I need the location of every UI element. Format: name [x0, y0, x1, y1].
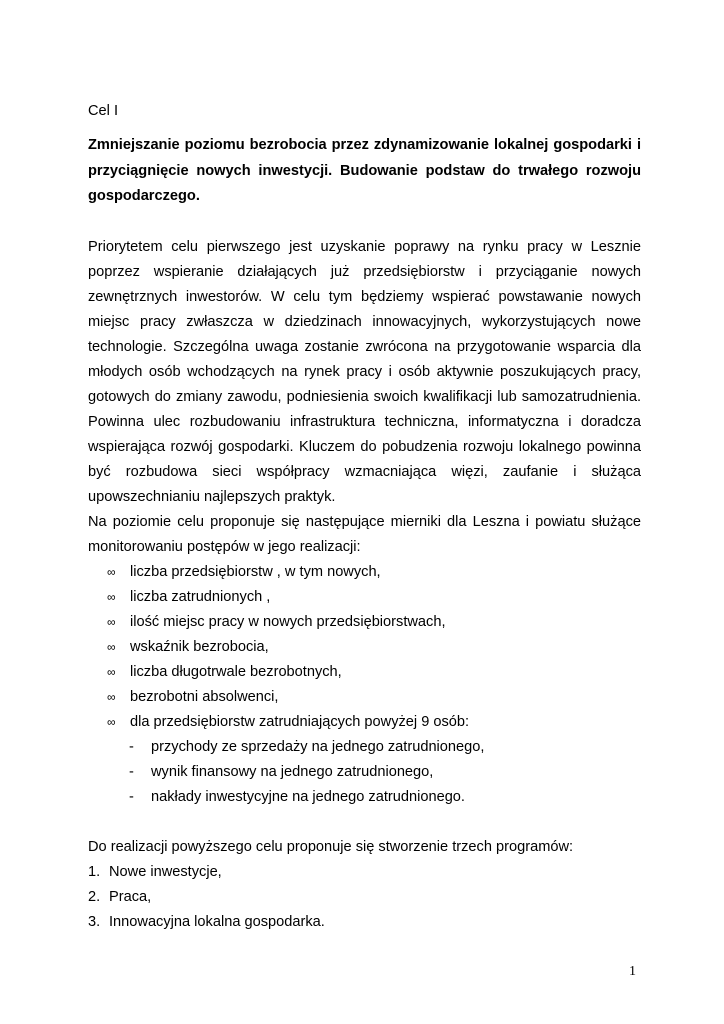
paragraph-programs-intro: Do realizacji powyższego celu proponuje się stworzenie trzech programów:: [88, 838, 574, 855]
list-item: [88, 735, 641, 760]
list-item-text: dla przedsiębiorstw zatrudniających powyżej 9 osób:: [130, 713, 470, 730]
measures-list: [88, 560, 641, 735]
list-item-text: liczba zatrudnionych ,: [130, 588, 271, 605]
dash-bullet-icon: -: [129, 738, 134, 755]
list-item-text: Nowe inwestycje,: [109, 863, 222, 880]
list-item-text: liczba przedsiębiorstw , w tym nowych,: [130, 563, 381, 580]
document-body: [88, 99, 641, 935]
paragraph-measures-intro: Na poziomie celu proponuje się następujące mierniki dla Leszna i powiatu służące monitorowaniu postępów w jego realizacji:: [88, 513, 641, 555]
list-item: [88, 660, 641, 685]
list-item-text: Innowacyjna lokalna gospodarka.: [109, 913, 325, 930]
list-item: [88, 585, 641, 610]
list-item: [88, 910, 641, 935]
programs-list: [88, 860, 641, 935]
list-item: [88, 785, 641, 810]
infinity-bullet-icon: ∞: [107, 564, 116, 579]
sub-measures-list: [88, 735, 641, 810]
spacer: [88, 210, 641, 235]
list-item: [88, 685, 641, 710]
goal-heading: Zmniejszanie poziomu bezrobocia przez zdynamizowanie lokalnej gospodarki i przyciągnięcie nowych inwestycji. Budowanie podstaw do trwałego rozwoju gospodarczego.: [88, 137, 641, 204]
list-item: [88, 885, 641, 910]
list-item: [88, 635, 641, 660]
list-item-text: nakłady inwestycyjne na jednego zatrudnionego.: [151, 788, 465, 805]
page-number: 1: [629, 964, 636, 979]
paragraph-priority: Priorytetem celu pierwszego jest uzyskanie poprawy na rynku pracy w Lesznie poprzez wspieranie działających już przedsiębiorstw i przyciąganie nowych zewnętrznych inwestorów. W celu tym będziemy wspierać powstawanie nowych miejsc pracy zwłaszcza w dziedzinach innowacyjnych, wykorzystujących nowe technologie. Szczególna uwaga zostanie zwrócona na przygotowanie wsparcia dla młodych osób wchodzących na rynek pracy i osób aktywnie poszukujących pracy, gotowych do zmiany zawodu, podniesienia swoich kwalifikacji lub samozatrudnienia. Powinna ulec rozbudowaniu infrastruktura techniczna, informatyczna i doradcza wspierająca rozwój gospodarki. Kluczem do pobudzenia rozwoju lokalnego powinna być rozbudowa sieci współpracy wzmacniająca więzi, zaufanie i służąca upowszechnianiu najlepszych praktyk.: [88, 238, 641, 505]
infinity-bullet-icon: ∞: [107, 664, 116, 679]
list-item-text: bezrobotni absolwenci,: [130, 688, 279, 705]
list-item-text: wskaźnik bezrobocia,: [130, 638, 269, 655]
infinity-bullet-icon: ∞: [107, 689, 116, 704]
spacer: [88, 810, 641, 835]
list-item-text: ilość miejsc pracy w nowych przedsiębiorstwach,: [130, 613, 446, 630]
list-item: [88, 610, 641, 635]
list-item: [88, 710, 641, 735]
goal-label: Cel I: [88, 103, 119, 119]
list-item-number: 3.: [88, 913, 101, 930]
list-item-number: 1.: [88, 863, 101, 880]
list-item-text: wynik finansowy na jednego zatrudnionego,: [151, 763, 434, 780]
list-item: [88, 860, 641, 885]
infinity-bullet-icon: ∞: [107, 589, 116, 604]
list-item-number: 2.: [88, 888, 101, 905]
infinity-bullet-icon: ∞: [107, 614, 116, 629]
list-item-text: liczba długotrwale bezrobotnych,: [130, 663, 342, 680]
list-item-text: przychody ze sprzedaży na jednego zatrudnionego,: [151, 738, 485, 755]
infinity-bullet-icon: ∞: [107, 714, 116, 729]
infinity-bullet-icon: ∞: [107, 639, 116, 654]
list-item: [88, 760, 641, 785]
list-item: [88, 560, 641, 585]
list-item-text: Praca,: [109, 888, 152, 905]
dash-bullet-icon: -: [129, 763, 134, 780]
dash-bullet-icon: -: [129, 788, 134, 805]
